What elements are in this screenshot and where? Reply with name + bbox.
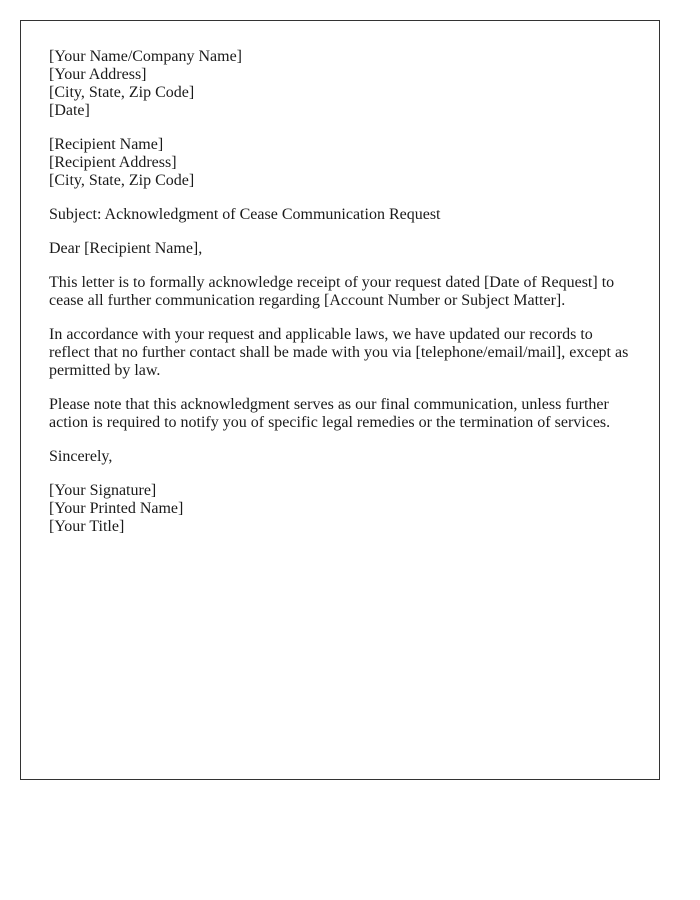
closing: Sincerely,: [49, 448, 113, 465]
sender-city-state-zip: [City, State, Zip Code]: [49, 84, 195, 101]
letter-date: [Date]: [49, 102, 90, 119]
subject-line: Subject: Acknowledgment of Cease Communication Request: [49, 206, 441, 223]
body-paragraph-2: In accordance with your request and applicable laws, we have updated our records to reflect that no further contact shall be made with you via [telephone/email/mail], except as permitted by law.: [49, 326, 629, 379]
letter-content: [49, 48, 635, 552]
sender-block: [49, 48, 635, 120]
sender-name: [Your Name/Company Name]: [49, 48, 243, 65]
recipient-name: [Recipient Name]: [49, 136, 164, 153]
recipient-block: [49, 136, 635, 190]
salutation: Dear [Recipient Name],: [49, 240, 203, 257]
recipient-address: [Recipient Address]: [49, 154, 177, 171]
letter-page: [20, 20, 660, 780]
recipient-city-state-zip: [City, State, Zip Code]: [49, 172, 195, 189]
signature-line: [Your Signature]: [49, 482, 157, 499]
sender-address: [Your Address]: [49, 66, 147, 83]
body-paragraph-1: This letter is to formally acknowledge receipt of your request dated [Date of Request] to cease all further communication regarding [Account Number or Subject Matter].: [49, 274, 615, 309]
body-paragraph-3: Please note that this acknowledgment serves as our final communication, unless further action is required to notify you of specific legal remedies or the termination of services.: [49, 396, 611, 431]
signer-title: [Your Title]: [49, 518, 125, 535]
printed-name: [Your Printed Name]: [49, 500, 184, 517]
signature-block: [49, 482, 635, 536]
